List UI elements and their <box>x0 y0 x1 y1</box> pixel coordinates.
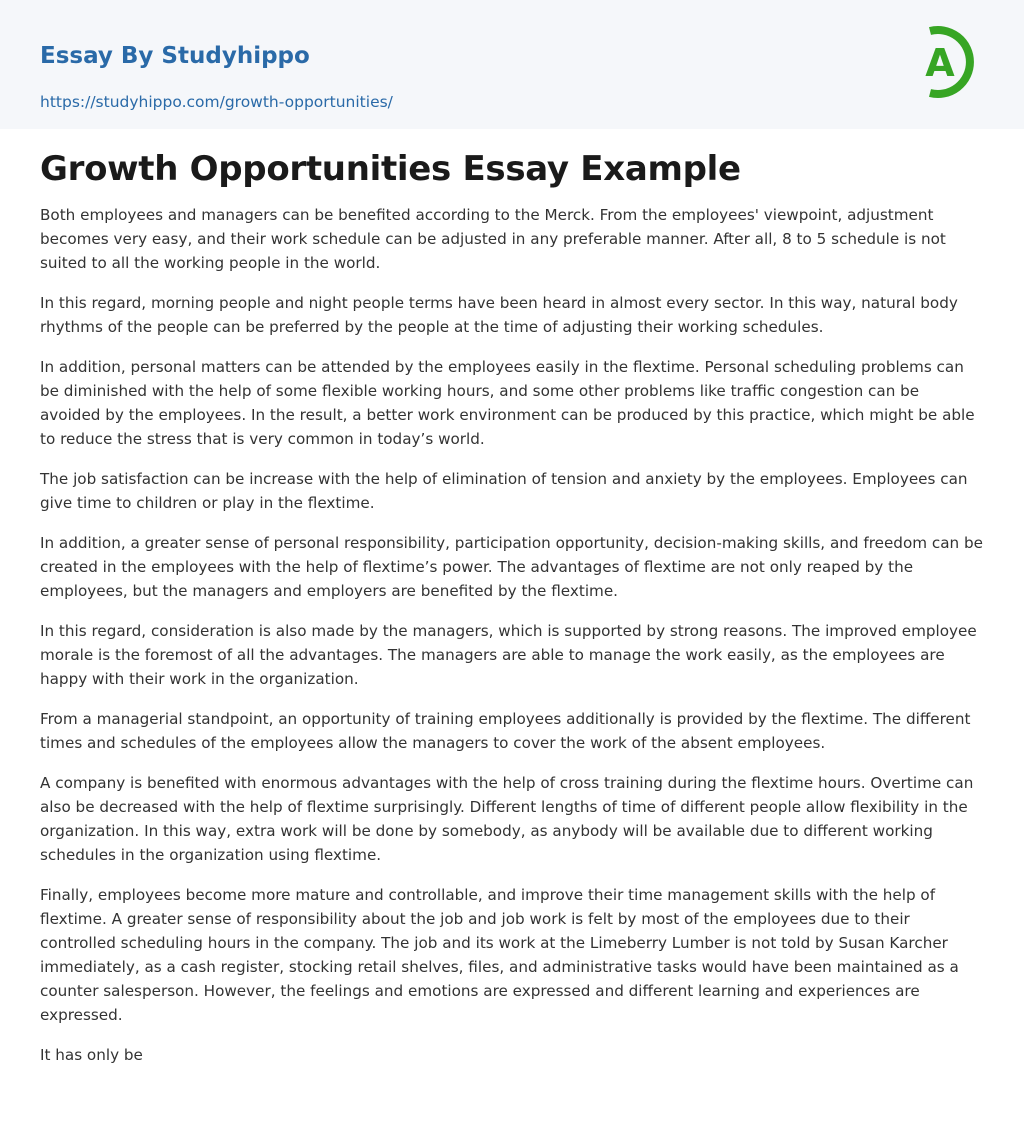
source-url-link[interactable]: https://studyhippo.com/growth-opportunities/ <box>40 93 393 111</box>
article-paragraph: Finally, employees become more mature and controllable, and improve their time management skills with the help of flextime. A greater sense of responsibility about the job and job work is felt by most of the employees due to their controlled scheduling hours in the company. The job and its work at the Limeberry Lumber is not told by Susan Karcher immediately, as a cash register, stocking retail shelves, files, and administrative tasks would have been maintained as a counter salesperson. However, the feelings and emotions are expressed and different learning and experiences are expressed. <box>40 886 959 1024</box>
article-body <box>0 149 1024 1067</box>
article-paragraph: In this regard, consideration is also made by the managers, which is supported by strong reasons. The improved employee morale is the foremost of all the advantages. The managers are able to manage the work easily, as the employees are happy with their work in the organization. <box>40 622 977 688</box>
article-paragraph: In addition, a greater sense of personal responsibility, participation opportunity, decision-making skills, and freedom can be created in the employees with the help of flextime’s power. The advantages of flextime are not only reaped by the employees, but the managers and employers are benefited by the flextime. <box>40 534 983 600</box>
logo-letter: A <box>925 41 955 85</box>
site-brand: Essay By Studyhippo <box>40 43 310 69</box>
article-paragraph: In addition, personal matters can be attended by the employees easily in the flextime. Personal scheduling problems can be diminished with the help of some flexible working hours, and some other problems like traffic congestion can be avoided by the employees. In the result, a better work environment can be produced by this practice, which might be able to reduce the stress that is very common in today’s world. <box>40 358 975 448</box>
article-paragraph: The job satisfaction can be increase with the help of elimination of tension and anxiety by the employees. Employees can give time to children or play in the flextime. <box>40 470 968 512</box>
page-title: Growth Opportunities Essay Example <box>40 149 741 189</box>
article-paragraph: From a managerial standpoint, an opportunity of training employees additionally is provided by the flextime. The different times and schedules of the employees allow the managers to cover the work of the absent employees. <box>40 710 971 752</box>
page-header <box>0 0 1024 129</box>
article-paragraph: A company is benefited with enormous advantages with the help of cross training during the flextime hours. Overtime can also be decreased with the help of flextime surprisingly. Different lengths of time of different people allow flexibility in the organization. In this way, extra work will be done by somebody, as anybody will be available due to different working schedules in the organization using flextime. <box>40 774 974 864</box>
article-paragraph: Both employees and managers can be benefited according to the Merck. From the employees' viewpoint, adjustment becomes very easy, and their work schedule can be adjusted in any preferable manner. After all, 8 to 5 schedule is not suited to all the working people in the world. <box>40 206 946 272</box>
studyhippo-logo-icon[interactable] <box>915 20 985 104</box>
article-paragraph: In this regard, morning people and night people terms have been heard in almost every sector. In this way, natural body rhythms of the people can be preferred by the people at the time of adjusting their working schedules. <box>40 294 958 336</box>
article-paragraph-truncated: It has only be <box>40 1046 143 1064</box>
